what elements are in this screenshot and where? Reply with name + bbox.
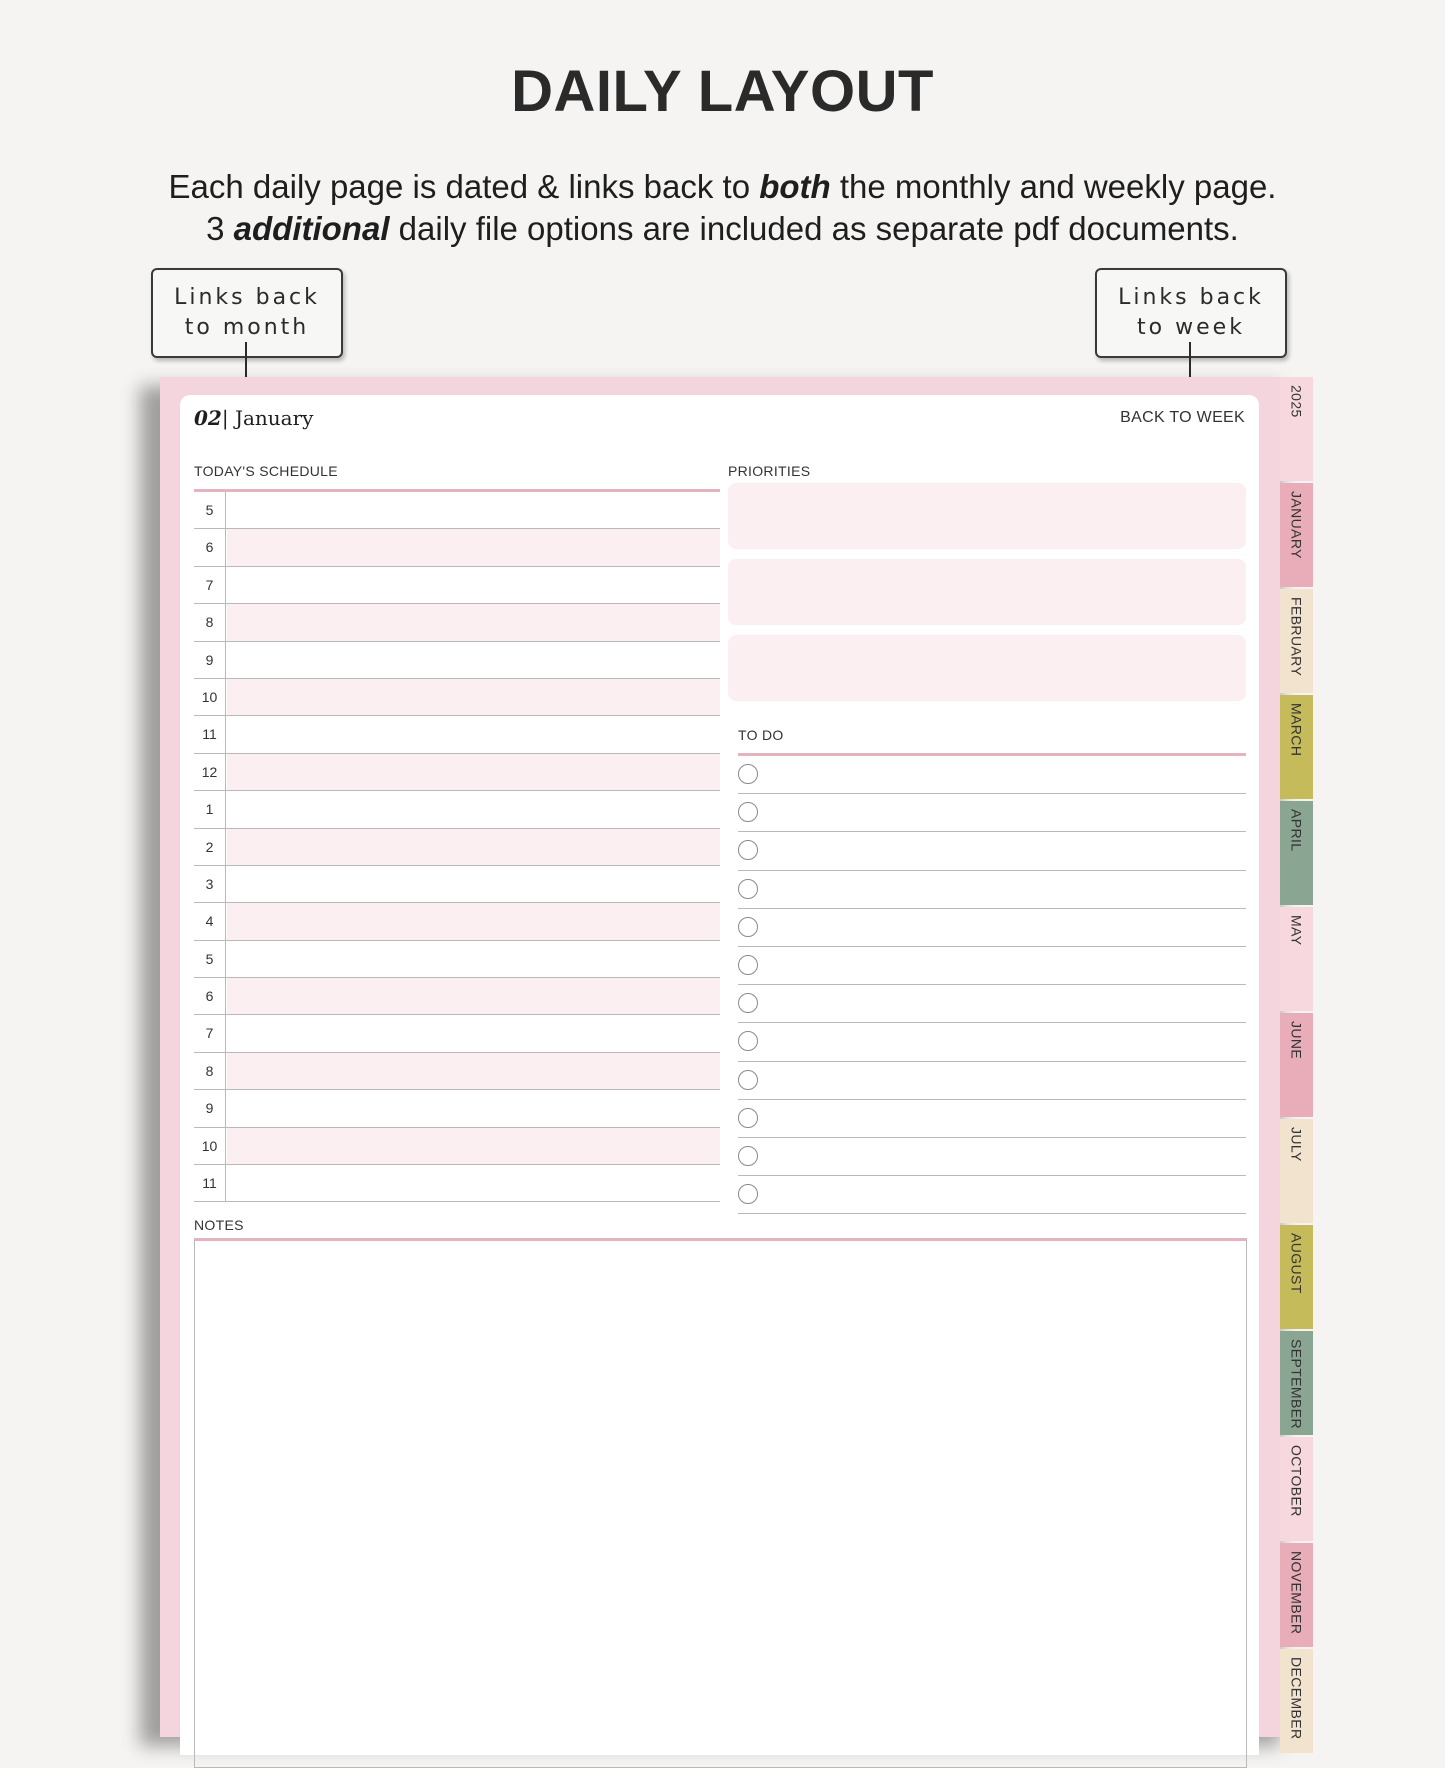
todo-item[interactable] (738, 947, 1246, 985)
page-title: DAILY LAYOUT (511, 59, 934, 124)
schedule-cell[interactable] (227, 529, 720, 565)
schedule-hour: 10 (194, 679, 226, 715)
schedule-hour: 5 (194, 941, 226, 977)
tab-april[interactable] (1280, 801, 1313, 905)
schedule-row (194, 903, 720, 940)
schedule-row (194, 941, 720, 978)
priorities-list (728, 483, 1246, 711)
tab-september[interactable] (1280, 1331, 1313, 1435)
todo-checkbox-circle-icon[interactable] (738, 879, 758, 899)
tab-label: OCTOBER (1288, 1445, 1305, 1517)
schedule-hour: 2 (194, 829, 226, 865)
schedule-row (194, 567, 720, 604)
schedule-hour: 9 (194, 642, 226, 678)
date-separator: | (221, 406, 229, 430)
schedule-hour: 8 (194, 604, 226, 640)
schedule-cell[interactable] (227, 941, 720, 977)
description (0, 166, 1445, 250)
todo-label: TO DO (738, 727, 784, 743)
back-to-week-link[interactable]: BACK TO WEEK (1120, 409, 1245, 426)
schedule-row (194, 1015, 720, 1052)
priority-field[interactable] (728, 559, 1246, 625)
schedule-row (194, 1090, 720, 1127)
tab-february[interactable] (1280, 589, 1313, 693)
tab-july[interactable] (1280, 1119, 1313, 1223)
todo-checkbox-circle-icon[interactable] (738, 1070, 758, 1090)
schedule-cell[interactable] (227, 679, 720, 715)
schedule-row (194, 1128, 720, 1165)
todo-item[interactable] (738, 832, 1246, 870)
schedule-hour: 3 (194, 866, 226, 902)
schedule-row (194, 829, 720, 866)
schedule-cell[interactable] (227, 1090, 720, 1126)
schedule-cell[interactable] (227, 716, 720, 752)
schedule-grid (194, 492, 720, 1202)
schedule-cell[interactable] (227, 642, 720, 678)
schedule-hour: 7 (194, 567, 226, 603)
todo-checkbox-circle-icon[interactable] (738, 764, 758, 784)
schedule-hour: 11 (194, 716, 226, 752)
tab-june[interactable] (1280, 1013, 1313, 1117)
description-text: Each daily page is dated & links back to (168, 168, 760, 205)
tab-label: AUGUST (1288, 1233, 1305, 1294)
tab-december[interactable] (1280, 1649, 1313, 1753)
schedule-row (194, 1053, 720, 1090)
description-line-1 (0, 166, 1445, 208)
schedule-cell[interactable] (227, 492, 720, 528)
schedule-cell[interactable] (227, 604, 720, 640)
schedule-row (194, 604, 720, 641)
tab-label: DECEMBER (1288, 1657, 1305, 1740)
date-day: 02 (194, 406, 222, 430)
todo-item[interactable] (738, 985, 1246, 1023)
schedule-label: TODAY'S SCHEDULE (194, 463, 338, 479)
todo-checkbox-circle-icon[interactable] (738, 802, 758, 822)
schedule-cell[interactable] (227, 866, 720, 902)
description-text: 3 (206, 210, 234, 247)
schedule-cell[interactable] (227, 829, 720, 865)
priority-field[interactable] (728, 635, 1246, 701)
schedule-row (194, 716, 720, 753)
schedule-row (194, 642, 720, 679)
schedule-row (194, 791, 720, 828)
schedule-cell[interactable] (227, 1128, 720, 1164)
schedule-row (194, 679, 720, 716)
planner (160, 377, 1305, 1740)
schedule-row (194, 529, 720, 566)
schedule-row (194, 492, 720, 529)
schedule-cell[interactable] (227, 791, 720, 827)
priorities-label: PRIORITIES (728, 463, 811, 479)
schedule-hour: 5 (194, 492, 226, 528)
schedule-hour: 11 (194, 1165, 226, 1201)
schedule-row (194, 754, 720, 791)
schedule-hour: 6 (194, 978, 226, 1014)
schedule-hour: 12 (194, 754, 226, 790)
tab-label: FEBRUARY (1288, 597, 1305, 677)
schedule-cell[interactable] (227, 978, 720, 1014)
notes-area[interactable] (194, 1238, 1247, 1768)
tab-march[interactable] (1280, 695, 1313, 799)
todo-checkbox-circle-icon[interactable] (738, 1184, 758, 1204)
schedule-cell[interactable] (227, 903, 720, 939)
callout-text: Links back (1118, 285, 1264, 310)
schedule-hour: 10 (194, 1128, 226, 1164)
schedule-row (194, 866, 720, 903)
tab-october[interactable] (1280, 1437, 1313, 1541)
todo-checkbox-circle-icon[interactable] (738, 1108, 758, 1128)
tab-label: 2025 (1288, 385, 1305, 418)
tab-label: MAY (1288, 915, 1305, 946)
todo-item[interactable] (738, 1138, 1246, 1176)
schedule-cell[interactable] (227, 1053, 720, 1089)
tab-may[interactable] (1280, 907, 1313, 1011)
todo-item[interactable] (738, 1176, 1246, 1214)
callout-text: to week (1137, 315, 1245, 340)
schedule-hour: 7 (194, 1015, 226, 1051)
todo-checkbox-circle-icon[interactable] (738, 1146, 758, 1166)
todo-item[interactable] (738, 909, 1246, 947)
schedule-hour: 4 (194, 903, 226, 939)
schedule-row (194, 978, 720, 1015)
description-text: the monthly and weekly page. (830, 168, 1277, 205)
todo-list (738, 756, 1246, 1214)
tab-label: APRIL (1288, 809, 1305, 852)
schedule-hour: 1 (194, 791, 226, 827)
todo-checkbox-circle-icon[interactable] (738, 993, 758, 1013)
todo-checkbox-circle-icon[interactable] (738, 955, 758, 975)
tab-label: JANUARY (1288, 491, 1305, 559)
date-heading[interactable] (194, 406, 313, 430)
tab-november[interactable] (1280, 1543, 1313, 1647)
tab-label: JUNE (1288, 1021, 1305, 1060)
tab-january[interactable] (1280, 483, 1313, 587)
callout-text: to month (184, 315, 310, 340)
tab-2025[interactable] (1280, 377, 1313, 481)
priority-field[interactable] (728, 483, 1246, 549)
date-month-link[interactable]: January (234, 406, 314, 430)
tab-august[interactable] (1280, 1225, 1313, 1329)
tab-label: SEPTEMBER (1288, 1339, 1305, 1429)
todo-checkbox-circle-icon[interactable] (738, 1031, 758, 1051)
schedule-cell[interactable] (227, 567, 720, 603)
tab-label: MARCH (1288, 703, 1305, 757)
schedule-hour: 8 (194, 1053, 226, 1089)
schedule-hour: 9 (194, 1090, 226, 1126)
schedule-row (194, 1165, 720, 1202)
schedule-cell[interactable] (227, 754, 720, 790)
schedule-hour: 6 (194, 529, 226, 565)
todo-item[interactable] (738, 756, 1246, 794)
callout-text: Links back (174, 285, 320, 310)
schedule-cell[interactable] (227, 1015, 720, 1051)
description-emphasis: additional (233, 210, 390, 247)
todo-item[interactable] (738, 1023, 1246, 1061)
daily-page (180, 395, 1259, 1755)
notes-label: NOTES (194, 1217, 244, 1233)
description-emphasis: both (759, 168, 831, 205)
todo-item[interactable] (738, 871, 1246, 909)
todo-item[interactable] (738, 1062, 1246, 1100)
schedule-cell[interactable] (227, 1165, 720, 1201)
todo-checkbox-circle-icon[interactable] (738, 840, 758, 860)
todo-checkbox-circle-icon[interactable] (738, 917, 758, 937)
todo-item[interactable] (738, 1100, 1246, 1138)
month-tabs (1280, 377, 1313, 1755)
tab-label: NOVEMBER (1288, 1551, 1305, 1635)
todo-item[interactable] (738, 794, 1246, 832)
description-line-2 (0, 208, 1445, 250)
tab-label: JULY (1288, 1127, 1305, 1162)
description-text: daily file options are included as separate pdf documents. (389, 210, 1239, 247)
